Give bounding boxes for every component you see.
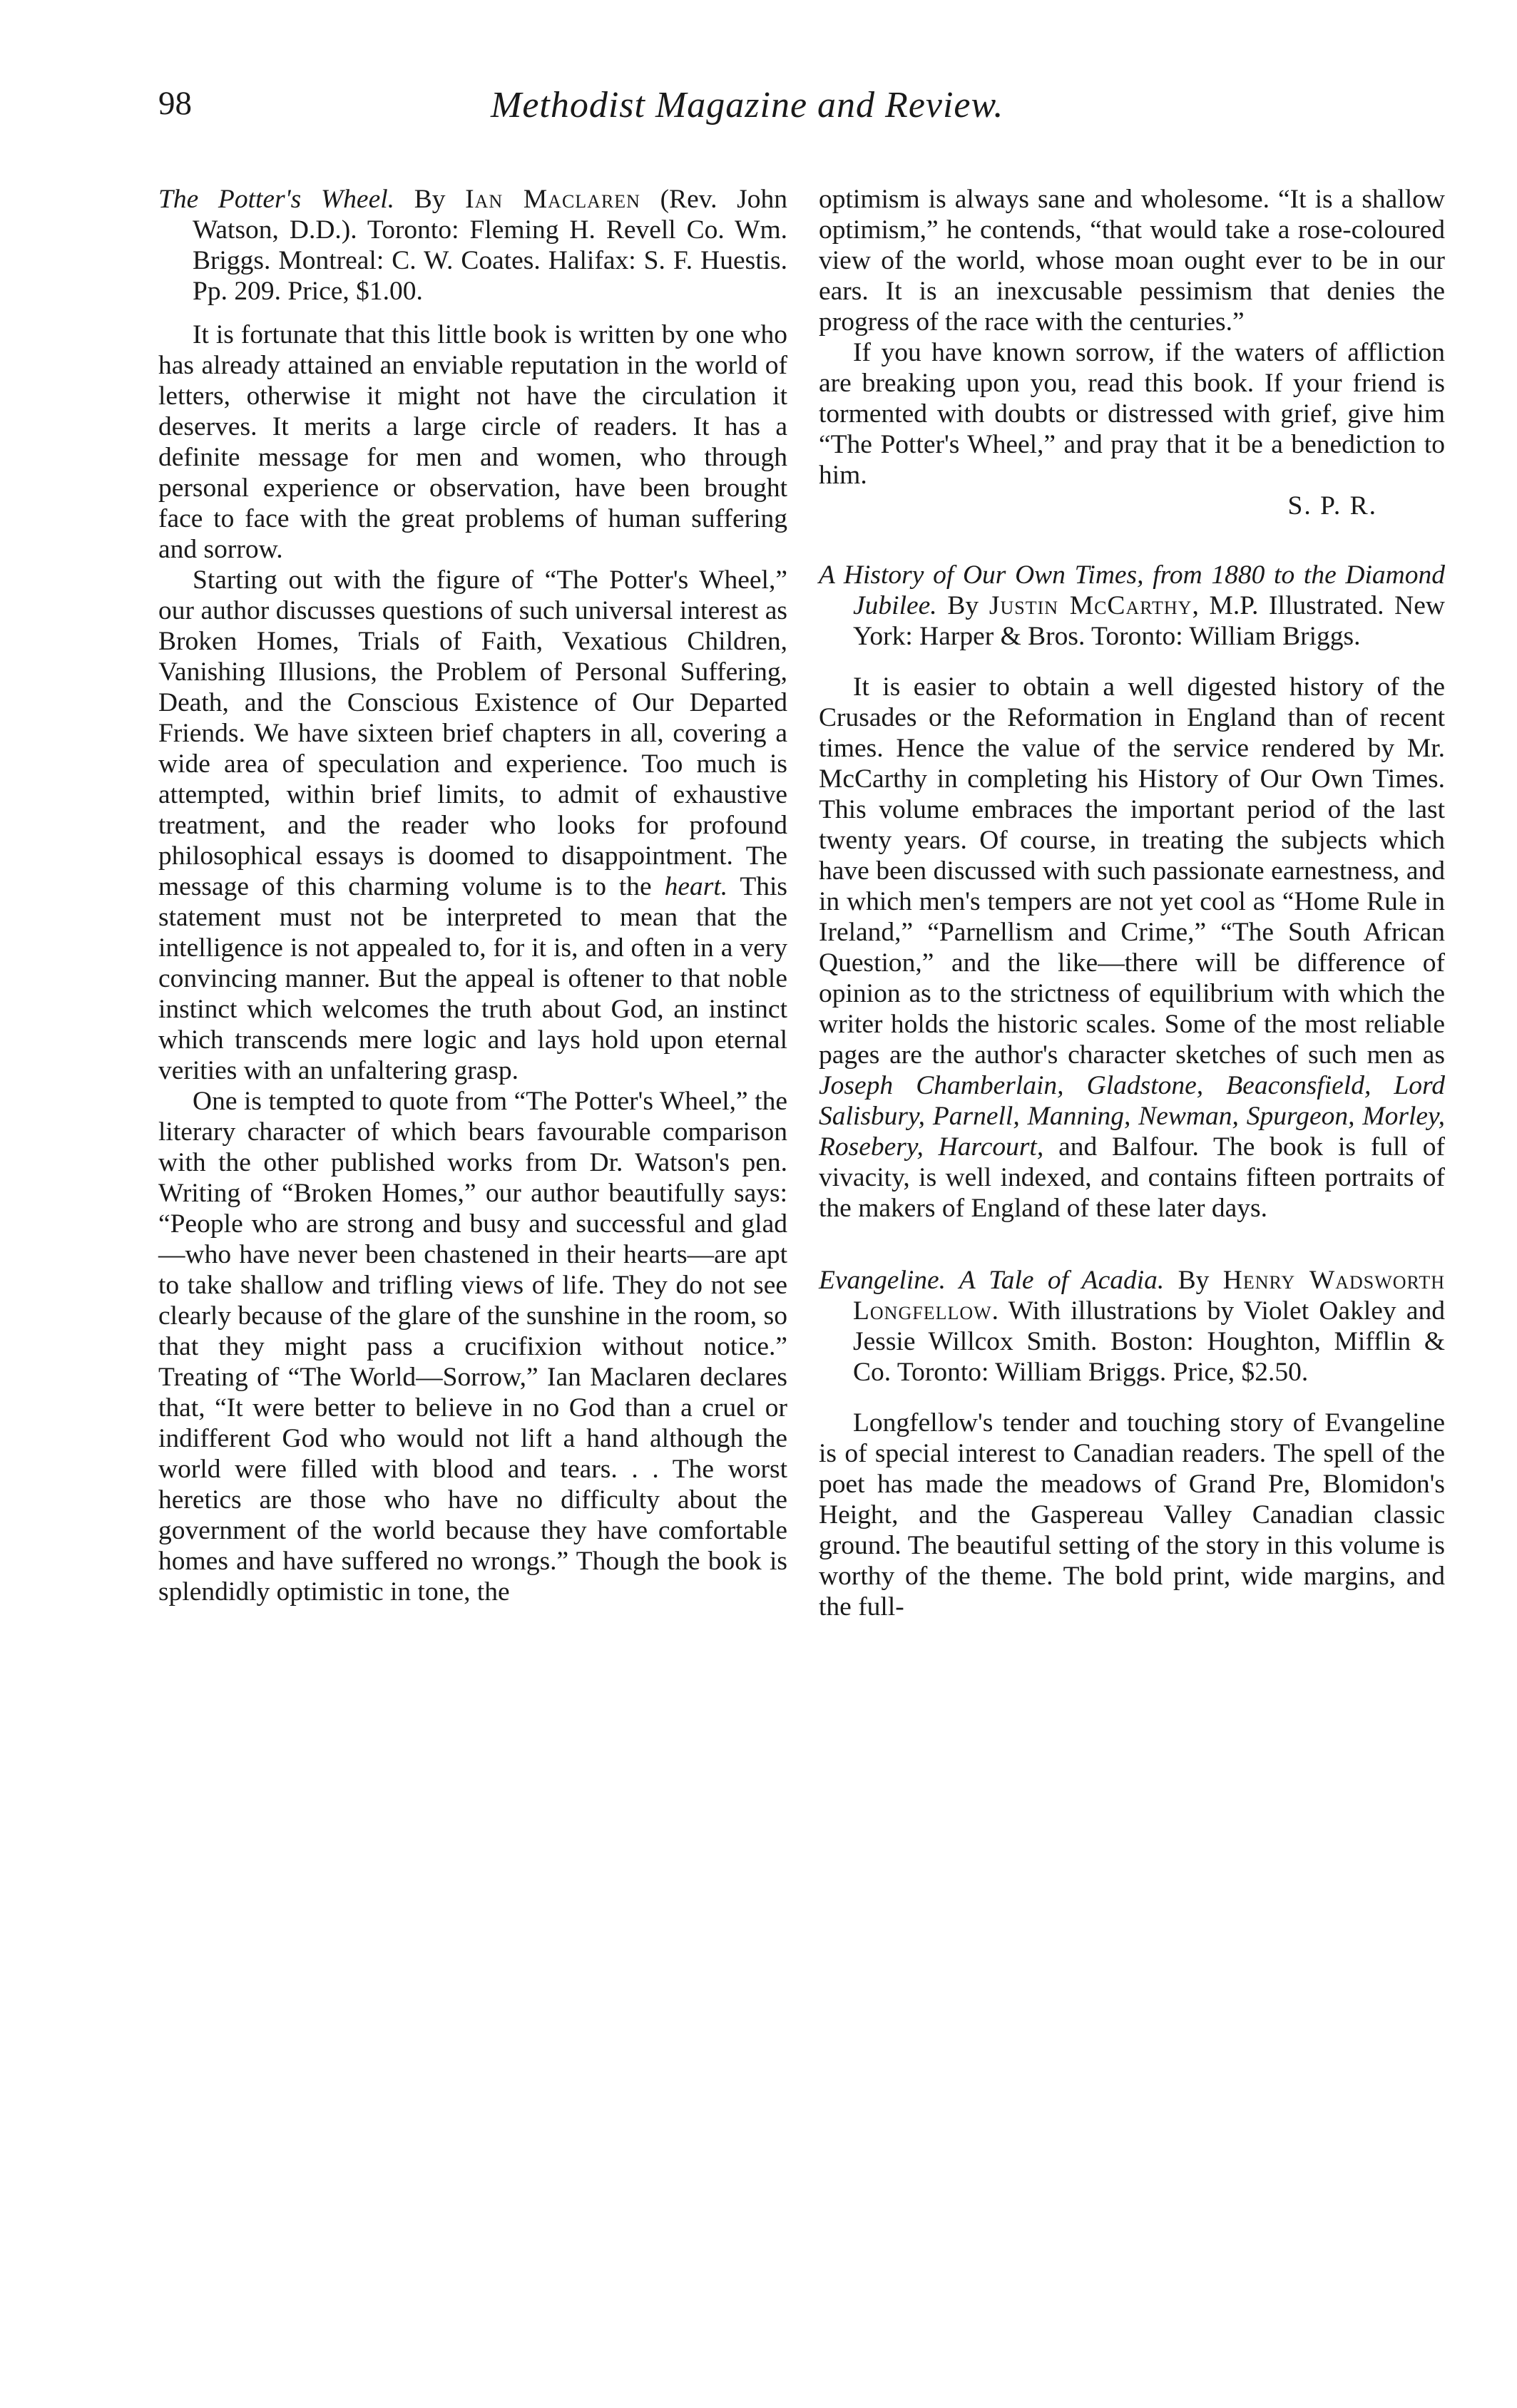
running-title: Methodist Magazine and Review. <box>491 85 1004 125</box>
paragraph-text: It is easier to obtain a well digested history of the Crusades or the Reformation in England than of recent times. Hence the value of the service rendered by Mr. McCarthy in completing his History of Our Own Times. This volume embraces the important period of the last twenty years. Of course, in treating the subjects which have been discussed with such passionate earnestness, and in which men's tempers are not yet cool as “Home Rule in Ireland,” “Parnellism and Crime,” “The South African Question,” and the like—there will be difference of opinion as to the strictness of equilibrium with which the writer holds the historic scales. Some of the most reliable pages are the author's character sketches of such men as <box>819 672 1445 1070</box>
paragraph <box>819 672 1445 1224</box>
author-name: Ian Maclaren <box>465 185 640 214</box>
paragraph-text: Starting out with the figure of “The Potter's Wheel,” our author discusses questions of such universal interest as Broken Homes, Trials of Faith, Vexatious Children, Vanishing Illusions, the Problem of Personal Suffering, Death, and the Conscious Existence of Our Departed Friends. We have sixteen brief chapters in all, covering a wide area of speculation and experience. Too much is attempted, within brief limits, to admit of exhaustive treatment, and the reader who looks for profound philosophical essays is doomed to disappointment. The message of this charming volume is to the <box>158 565 787 901</box>
emphasis-heart: heart. <box>664 872 728 901</box>
names-list: Joseph Chamberlain, Gladstone, Beaconsfield, Lord Salisbury, Parnell, Manning, Newman, Spurgeon, Morley, Rosebery, Harcourt, <box>819 1071 1445 1162</box>
paragraph-continued: optimism is always sane and wholesome. “It is a shallow optimism,” he contends, “that would take a rose-coloured view of the world, whose moan ought ever to be in our ears. It is an inexcusable pessimism that denies the progress of the race with the centuries.” <box>819 185 1445 337</box>
section-spacer <box>819 665 1445 672</box>
author-name: Justin McCarthy <box>989 591 1192 620</box>
paragraph-text: and Balfour. The book is full of vivacity, is well indexed, and contains fifteen portraits of the makers of England of these later days. <box>819 1132 1445 1223</box>
paragraph-text: This statement must not be interpreted to mean that the intelligence is not appealed to, for it is, and often in a very convincing manner. But the appeal is oftener to that noble instinct which welcomes the truth about God, an instinct which transcends mere logic and lays hold upon eternal verities with an unfaltering grasp. <box>158 872 787 1085</box>
book-title: The Potter's Wheel. <box>158 185 395 214</box>
author-name: Henry Wadsworth Longfellow <box>853 1266 1445 1326</box>
paragraph <box>158 565 787 1086</box>
review-heading-potters-wheel <box>158 184 787 307</box>
book-title: A History of Our Own Times, from 1880 to the Diamond Jubilee. <box>819 560 1445 620</box>
reviewer-signature: S. P. R. <box>1287 491 1377 521</box>
section-spacer <box>819 1224 1445 1265</box>
publication-details: , M.P. Illustrated. New York: Harper & Bros. Toronto: William Briggs. <box>853 591 1445 651</box>
page-number: 98 <box>158 85 192 122</box>
publication-details: . With illustrations by Violet Oakley and Jessie Willcox Smith. Boston: Houghton, Mifflin & Co. Toronto: William Briggs. Price, $2.50. <box>853 1296 1445 1387</box>
paragraph: It is fortunate that this little book is written by one who has already attained an enviable reputation in the world of letters, otherwise it might not have the circulation it deserves. It merits a large circle of readers. It has a definite message for men and women, who through personal experience or observation, have been brought face to face with the great problems of human suffering and sorrow. <box>158 320 787 564</box>
by-word: By <box>394 185 466 214</box>
right-column <box>819 184 1445 1622</box>
left-column <box>158 184 787 1607</box>
paragraph: Longfellow's tender and touching story of Evangeline is of special interest to Canadian readers. The spell of the poet has made the meadows of Grand Pre, Blomidon's Height, and the Gaspereau Valley Canadian classic ground. The beautiful setting of the story in this volume is worthy of the theme. The bold print, wide margins, and the full- <box>819 1408 1445 1621</box>
page-header <box>0 84 1517 141</box>
by-word: By <box>936 591 989 620</box>
publication-details: (Rev. John Watson, D.D.). Toronto: Fleming H. Revell Co. Wm. Briggs. Montreal: C. W. Coates. Halifax: S. F. Huestis. Pp. 209. Price, $1.00. <box>193 185 787 306</box>
paragraph: One is tempted to quote from “The Potter's Wheel,” the literary character of which bears favourable comparison with the other published works from Dr. Watson's pen. Writing of “Broken Homes,” our author beautifully says: “People who are strong and busy and successful and glad—who have never been chastened in their hearts—are apt to take shallow and trifling views of life. They do not see clearly because of the glare of the sunshine in the room, so that they might pass a crucifixion without notice.” Treating of “The World—Sorrow,” Ian Maclaren declares that, “It were better to believe in no God than a cruel or indifferent God who would not lift a hand although the world were filled with blood and tears. . . The worst heretics are those who have no difficulty about the government of the world because they have comfortable homes and have suffered no wrongs.” Though the book is splendidly optimistic in tone, the <box>158 1087 787 1607</box>
paragraph: If you have known sorrow, if the waters of affliction are breaking upon you, read this book. If your friend is tormented with doubts or distressed with grief, give him “The Potter's Wheel,” and pray that it be a benediction to him. <box>819 338 1445 490</box>
section-spacer <box>819 521 1445 560</box>
by-word: By <box>1164 1266 1223 1295</box>
section-spacer <box>819 1400 1445 1408</box>
review-heading-evangeline <box>819 1265 1445 1388</box>
book-title: Evangeline. A Tale of Acadia. <box>819 1266 1165 1295</box>
review-heading-history <box>819 560 1445 652</box>
